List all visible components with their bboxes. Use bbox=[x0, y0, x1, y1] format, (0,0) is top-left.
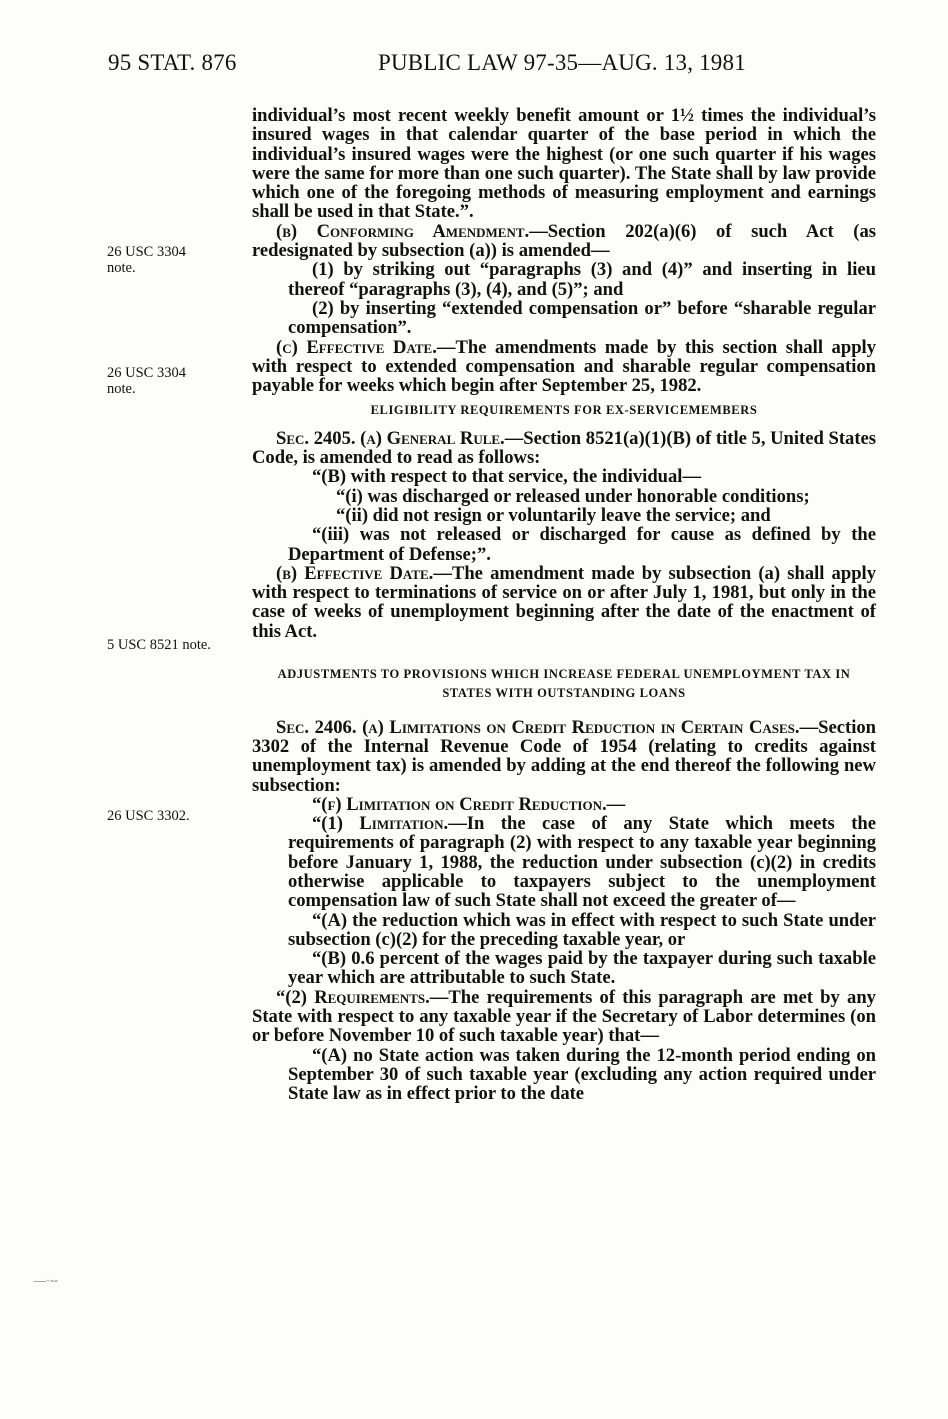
page-number: 95 STAT. 876 bbox=[108, 50, 237, 75]
margin-note: 26 USC 3304 note. bbox=[107, 244, 186, 276]
section-heading: ADJUSTMENTS TO PROVISIONS WHICH INCREASE FEDERAL UNEMPLOYMENT TAX IN STATES WITH OUTSTANDING LOANS bbox=[277, 667, 851, 701]
paragraph: “(1) Limitation.—In the case of any State which meets the requirements of paragraph (2) with respect to any taxable year beginning before January 1, 1988, the reduction under subsection (c)(2) in credits otherwise applicable to taxpayers subject to the unemployment compensation law of such State shall not exceed the greater of— bbox=[288, 813, 876, 912]
paragraph: “(2) Requirements.—The requirements of this paragraph are met by any State with respect to any taxable year if the Secretary of Labor determines (on or before November 10 of such taxable year) that— bbox=[252, 986, 876, 1047]
paragraph: (1) by striking out “paragraphs (3) and (4)” and inserting in lieu thereof “paragraphs (3), (4), and (5)”; and bbox=[288, 259, 876, 300]
paragraph: “(B) with respect to that service, the individual— bbox=[312, 466, 702, 488]
paragraph: Sec. 2405. (a) General Rule.—Section 8521(a)(1)(B) of title 5, United States Code, is amended to read as follows: bbox=[252, 427, 876, 469]
paragraph: individual’s most recent weekly benefit amount or 1½ times the individual’s insured wages in that calendar quarter of the base period in which the individual’s insured wages were the highest (or one such quarter if his wages were the same for more than one such quarter). The State shall by law provide which one of the foregoing methods of measuring employment and earnings shall be used in that State.”. bbox=[252, 105, 876, 223]
paragraph: (2) by inserting “extended compensation or” before “sharable regular compensation”. bbox=[288, 297, 876, 339]
paragraph: “(B) 0.6 percent of the wages paid by the taxpayer during such taxable year which are attributable to such State. bbox=[288, 948, 876, 989]
stray-mark: —·-- bbox=[34, 1273, 58, 1287]
paragraph: (b) Effective Date.—The amendment made by subsection (a) shall apply with respect to terminations of service on or after July 1, 1981, but only in the case of weeks of unemployment beginning after the date of the enactment of this Act. bbox=[252, 562, 877, 642]
paragraph: “(A) the reduction which was in effect with respect to such State under subsection (c)(2) for the preceding taxable year, or bbox=[288, 909, 876, 950]
margin-note: 26 USC 3304 note. bbox=[107, 365, 186, 397]
section-heading: ELIGIBILITY REQUIREMENTS FOR EX-SERVICEMEMBERS bbox=[370, 403, 758, 418]
body-text bbox=[252, 106, 876, 1104]
paragraph: “(i) was discharged or released under honorable conditions; bbox=[336, 485, 810, 507]
paragraph: Sec. 2406. (a) Limitations on Credit Reduction in Certain Cases.—Section 3302 of the Internal Revenue Code of 1954 (relating to credits against unemployment tax) is amended by adding at the end thereof the following new subsection: bbox=[252, 716, 876, 796]
margin-note: 5 USC 8521 note. bbox=[107, 637, 211, 653]
paragraph: (b) Conforming Amendment.—Section 202(a)(6) of such Act (as redesignated by subsection (a)) is amended— bbox=[252, 220, 876, 262]
paragraph: “(f) Limitation on Credit Reduction.— bbox=[312, 793, 626, 815]
running-header: PUBLIC LAW 97-35—AUG. 13, 1981 bbox=[378, 50, 746, 75]
paragraph: “(ii) did not resign or voluntarily leave the service; and bbox=[336, 504, 771, 526]
margin-note: 26 USC 3302. bbox=[107, 808, 190, 824]
paragraph: “(iii) was not released or discharged for cause as defined by the Department of Defense;”. bbox=[288, 524, 876, 565]
paragraph: (c) Effective Date.—The amendments made by this section shall apply with respect to extended compensation and sharable regular compensation payable for weeks which begin after September 25, 1982. bbox=[252, 336, 877, 397]
paragraph: “(A) no State action was taken during the 12-month period ending on September 30 of such taxable year (excluding any action required under State law as in effect prior to the date bbox=[288, 1044, 876, 1105]
